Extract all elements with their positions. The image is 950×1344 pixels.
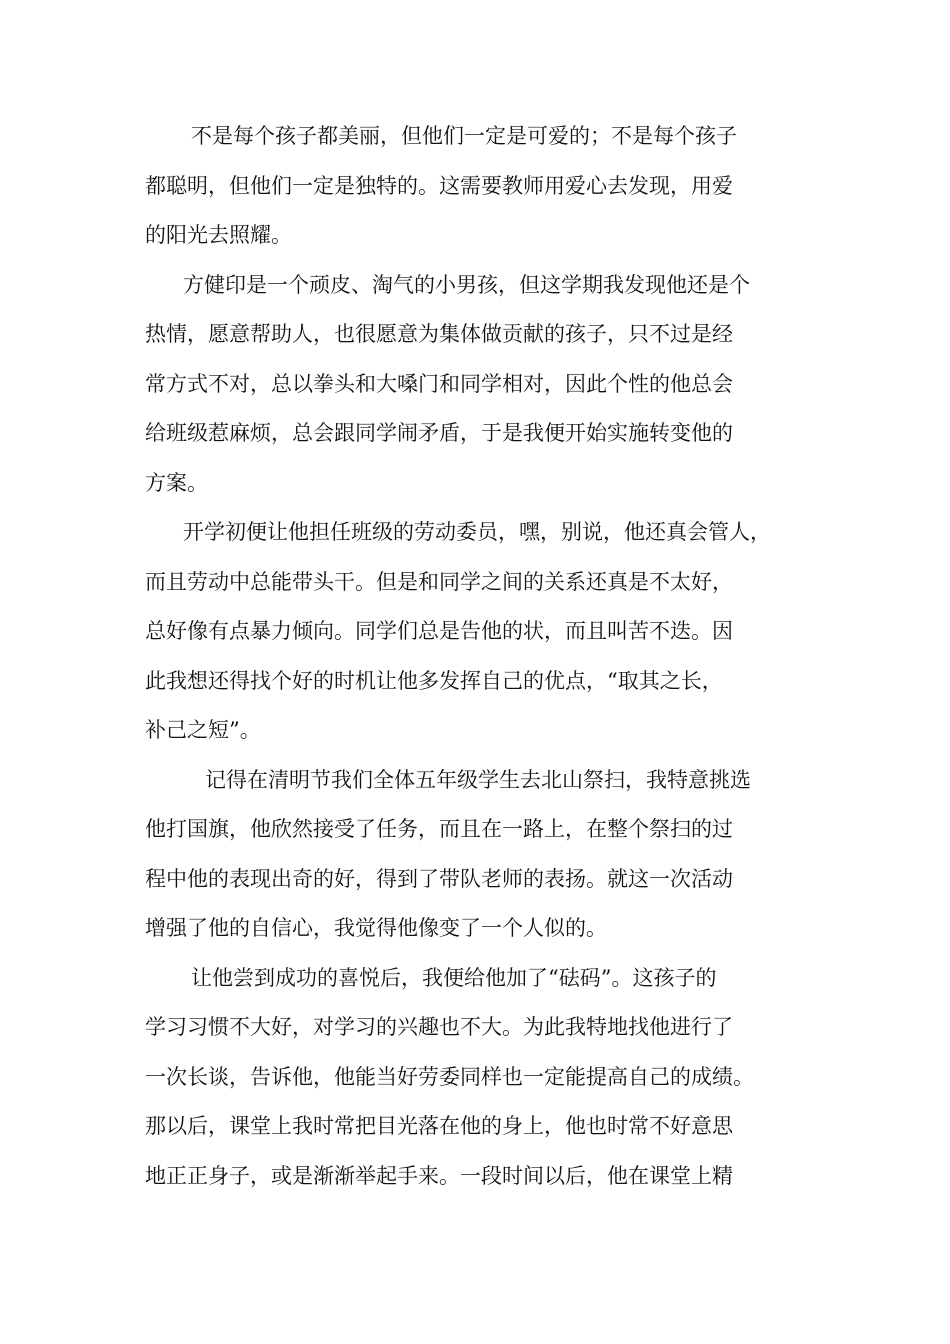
text-line: 给班级惹麻烦，总会跟同学闹矛盾，于是我便开始实施转变他的 bbox=[145, 421, 733, 445]
paragraph-2 bbox=[145, 261, 807, 509]
paragraph-4 bbox=[145, 756, 807, 954]
text-line: 记得在清明节我们全体五年级学生去北山祭扫，我特意挑选 bbox=[205, 767, 751, 792]
text-line: 方案。 bbox=[145, 470, 208, 495]
text-line: 热情，愿意帮助人，也很愿意为集体做贡献的孩子，只不过是经 bbox=[145, 322, 733, 346]
text-line: 让他尝到成功的喜悦后，我便给他加了“砝码”。这孩子的 bbox=[191, 965, 717, 990]
text-line: 地正正身子，或是渐渐举起手来。一段时间以后，他在课堂上精 bbox=[145, 1163, 733, 1188]
text-line: 一次长谈，告诉他，他能当好劳委同样也一定能提高自己的成绩。 bbox=[145, 1064, 754, 1089]
text-line: 而且劳动中总能带头干。但是和同学之间的关系还真是不太好， bbox=[145, 569, 733, 594]
text-line: 补己之短”。 bbox=[145, 718, 261, 742]
text-line: 方健印是一个顽皮、淘气的小男孩，但这学期我发现他还是个 bbox=[183, 272, 750, 297]
paragraph-1 bbox=[145, 112, 807, 261]
text-line: 开学初便让他担任班级的劳动委员，嘿，别说，他还真会管人， bbox=[183, 520, 771, 544]
text-line: 的阳光去照耀。 bbox=[145, 223, 292, 247]
text-line: 那以后，课堂上我时常把目光落在他的身上，他也时常不好意思 bbox=[145, 1114, 733, 1138]
text-line: 此我想还得找个好的时机让他多发挥自己的优点，“取其之长， bbox=[145, 668, 723, 693]
text-line: 总好像有点暴力倾向。同学们总是告他的状，而且叫苦不迭。因 bbox=[145, 619, 733, 643]
paragraph-5 bbox=[145, 954, 807, 1202]
text-line: 学习习惯不大好，对学习的兴趣也不大。为此我特地找他进行了 bbox=[145, 1015, 733, 1039]
text-line: 他打国旗，他欣然接受了任务，而且在一路上，在整个祭扫的过 bbox=[145, 817, 733, 841]
document-body bbox=[145, 112, 807, 1201]
text-line: 增强了他的自信心，我觉得他像变了一个人似的。 bbox=[145, 916, 607, 940]
text-line: 程中他的表现出奇的好，得到了带队老师的表扬。就这一次活动 bbox=[145, 866, 733, 891]
text-line: 都聪明，但他们一定是独特的。这需要教师用爱心去发现，用爱 bbox=[145, 173, 733, 198]
paragraph-3 bbox=[145, 508, 807, 756]
text-line: 不是每个孩子都美丽，但他们一定是可爱的；不是每个孩子 bbox=[191, 124, 737, 148]
text-line: 常方式不对，总以拳头和大嗓门和同学相对，因此个性的他总会 bbox=[145, 371, 733, 396]
